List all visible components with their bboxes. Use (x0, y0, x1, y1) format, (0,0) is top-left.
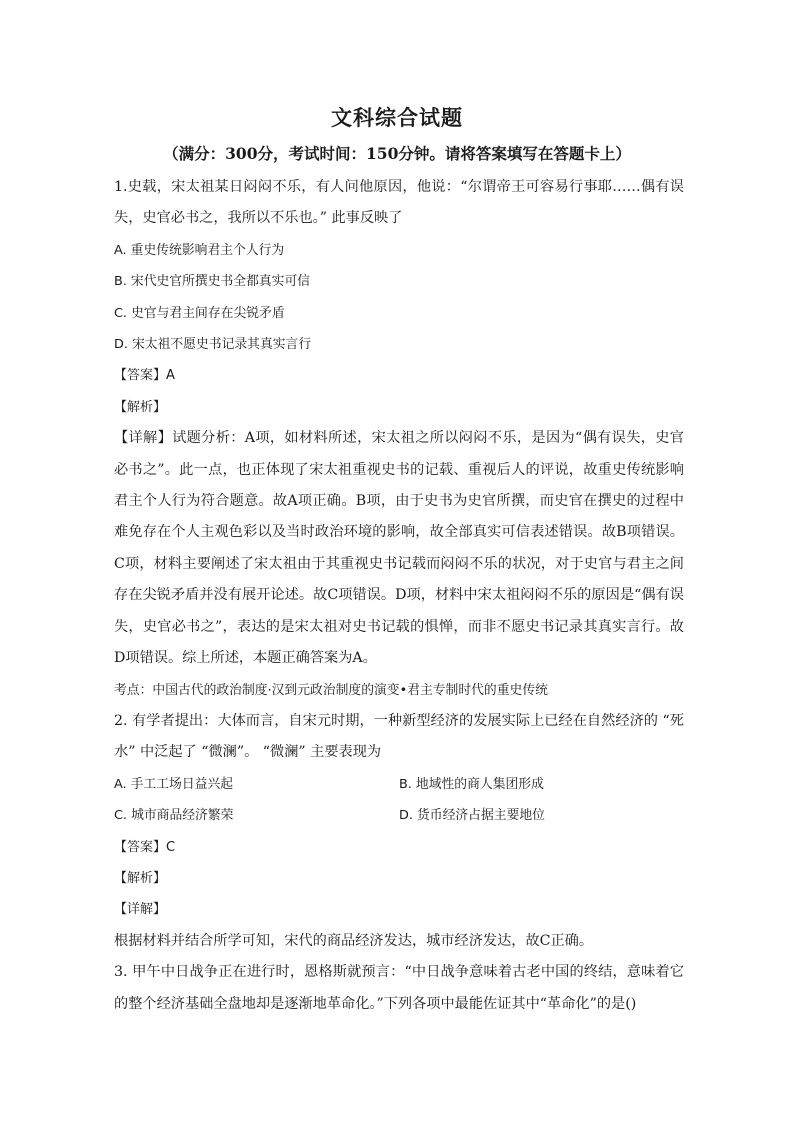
q2-option-a: A. 手工工场日益兴起 (114, 776, 234, 792)
q2-detail-tag: 【详解】 (114, 902, 167, 918)
q1-detail: 【详解】试题分析：A项，如材料所述，宋太祖之所以闷闷不乐，是因为“偶有误失，史官必书之”。此一点，也正体现了宋太祖重视史书的记载、重视后人的评说，故重史传统影响君主个人行为符合题意。故A项正确。B项，由于史书为史官所撰，而史官在撰史的过程中难免存在个人主观色彩以及当时政治环境的影响，故全部真实可信表述错误。故B项错误。C项，材料主要阐述了宋太祖由于其重视史书记载而闷闷不乐的状况，对于史官与君主之间存在尖锐矛盾并没有展开论述。故C项错误。D项，材料中宋太祖闷闷不乐的原因是“偶有误失，史官必书之”，表达的是宋太祖对史书记载的惧惮，而非不愿史书记录其真实言行。故D项错误。综上所述，本题正确答案为A。 (114, 430, 684, 667)
q2-analysis-tag: 【解析】 (114, 870, 167, 886)
q1-option-b: B. 宋代史官所撰史书全都真实可信 (114, 274, 311, 290)
q1-option-c: C. 史官与君主间存在尖锐矛盾 (114, 305, 285, 321)
q1-kaodian: 考点：中国古代的政治制度·汉到元政治制度的演变•君主专制时代的重史传统 (114, 682, 548, 698)
q2-detail: 根据材料并结合所学可知，宋代的商品经济发达，城市经济发达，故C正确。 (114, 932, 594, 949)
q2-option-d: D. 货币经济占据主要地位 (399, 808, 545, 824)
q2-option-b: B. 地域性的商人集团形成 (399, 776, 544, 792)
page-subtitle: （满分：300分，考试时间：150分钟。请将答案填写在答题卡上） (163, 144, 631, 163)
q2-option-c: C. 城市商品经济繁荣 (114, 808, 234, 824)
q2-options-row-2 (114, 800, 684, 831)
question-content (114, 172, 684, 1020)
q2-options-row-1 (114, 769, 684, 800)
q1-stem: 1.史载，宋太祖某日闷闷不乐，有人问他原因，他说：“尔谓帝王可容易行事耶……偶有误失，史官必书之，我所以不乐也。” 此事反映了 (114, 179, 684, 227)
q2-answer: 【答案】C (114, 839, 176, 855)
page-title: 文科综合试题 (331, 105, 463, 130)
q2-stem: 2. 有学者提出：大体而言，自宋元时期，一种新型经济的发展实际上已经在自然经济的 “死水” 中泛起了 “微澜”。 “微澜” 主要表现为 (114, 712, 684, 761)
q3-stem: 3. 甲午中日战争正在进行时，恩格斯就预言：“中日战争意味着古老中国的终结，意味着它的整个经济基础全盘地却是逐渐地革命化。”下列各项中最能佐证其中“革命化”的是() (114, 964, 684, 1012)
q1-answer: 【答案】A (114, 368, 175, 384)
q1-option-d: D. 宋太祖不愿史书记录其真实言行 (114, 337, 312, 353)
q1-option-a: A. 重史传统影响君主个人行为 (114, 242, 285, 258)
q1-analysis-tag: 【解析】 (114, 399, 167, 415)
